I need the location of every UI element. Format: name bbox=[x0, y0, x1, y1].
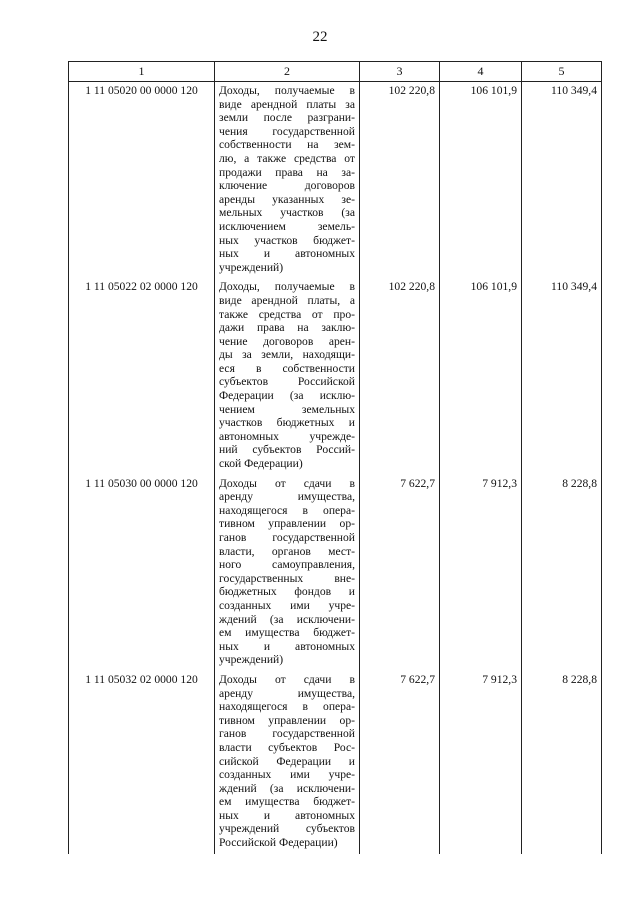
description-line: ных участков бюджет- bbox=[219, 233, 355, 247]
description-line: субъектов Российской bbox=[219, 375, 355, 389]
description-line: ганов государственной bbox=[219, 727, 355, 741]
description-line: аренду имущества, bbox=[219, 490, 355, 504]
header-row bbox=[69, 62, 602, 82]
description-line: Доходы от сдачи в bbox=[219, 672, 355, 686]
amount-cell-col-5: 8 228,8 bbox=[522, 475, 602, 671]
description-line: тивном управлении ор- bbox=[219, 713, 355, 727]
description-line: власти, органов мест- bbox=[219, 544, 355, 558]
description-line: чение договоров арен- bbox=[219, 334, 355, 348]
description-line: исключением земель- bbox=[219, 219, 355, 233]
description-line: тивном управлении ор- bbox=[219, 517, 355, 531]
table-row bbox=[69, 278, 602, 474]
description-cell bbox=[215, 278, 360, 474]
description-line: лю, а также средства от bbox=[219, 151, 355, 165]
description-line: созданных ими учре- bbox=[219, 598, 355, 612]
description-line: Доходы от сдачи в bbox=[219, 476, 355, 490]
description-line: собственности на зем- bbox=[219, 138, 355, 152]
description-line: ды за земли, находящи- bbox=[219, 348, 355, 362]
amount-cell-col-5: 8 228,8 bbox=[522, 671, 602, 854]
description-line: дажи права на заклю- bbox=[219, 321, 355, 335]
description-line: земли после разграни- bbox=[219, 111, 355, 125]
description-line: сийской Федерации и bbox=[219, 754, 355, 768]
description-line: Российской Федерации) bbox=[219, 836, 338, 850]
amount-cell-col-3: 102 220,8 bbox=[360, 82, 440, 279]
description-line: ных и автономных bbox=[219, 247, 355, 261]
description-line: ных и автономных bbox=[219, 808, 355, 822]
amount-cell-col-3: 102 220,8 bbox=[360, 278, 440, 474]
description-line: ганов государственной bbox=[219, 531, 355, 544]
description-line: чения государственной bbox=[219, 124, 355, 138]
description-line: продажи права на за- bbox=[219, 165, 355, 179]
description-line: ждений (за исключени- bbox=[219, 781, 355, 795]
budget-code-cell: 1 11 05030 00 0000 120 bbox=[69, 475, 215, 671]
description-line: созданных ими учре- bbox=[219, 768, 355, 782]
budget-code-cell: 1 11 05032 02 0000 120 bbox=[69, 671, 215, 854]
amount-cell-col-4: 7 912,3 bbox=[440, 475, 522, 671]
description-line: также средства от про- bbox=[219, 307, 355, 321]
description-line: еся в собственности bbox=[219, 361, 355, 375]
budget-code-cell: 1 11 05020 00 0000 120 bbox=[69, 82, 215, 279]
description-line: ем имущества бюджет- bbox=[219, 795, 355, 809]
amount-cell-col-3: 7 622,7 bbox=[360, 475, 440, 671]
description-line: автономных учрежде- bbox=[219, 429, 355, 443]
column-header-3: 3 bbox=[360, 62, 440, 82]
description-line: Доходы, получаемые в bbox=[219, 280, 355, 294]
description-line: находящегося в опера- bbox=[219, 503, 355, 517]
amount-cell-col-4: 7 912,3 bbox=[440, 671, 522, 854]
amount-cell-col-5: 110 349,4 bbox=[522, 278, 602, 474]
description-line: чением земельных bbox=[219, 402, 355, 416]
description-cell bbox=[215, 671, 360, 854]
table-row bbox=[69, 82, 602, 279]
description-line: ных и автономных bbox=[219, 639, 355, 653]
description-line: учреждений) bbox=[219, 653, 284, 667]
description-line: ключение договоров bbox=[219, 179, 355, 193]
description-line: власти субъектов Рос- bbox=[219, 740, 355, 754]
description-line: мельных участков (за bbox=[219, 206, 355, 220]
column-header-2: 2 bbox=[215, 62, 360, 82]
description-line: ем имущества бюджет- bbox=[219, 626, 355, 640]
description-line: аренду имущества, bbox=[219, 686, 355, 700]
description-cell bbox=[215, 82, 360, 279]
table-row bbox=[69, 671, 602, 854]
description-line: учреждений) bbox=[219, 260, 284, 274]
table-row bbox=[69, 475, 602, 671]
column-header-5: 5 bbox=[522, 62, 602, 82]
description-line: Доходы, получаемые в bbox=[219, 84, 355, 97]
description-line: аренды указанных зе- bbox=[219, 192, 355, 206]
budget-code-cell: 1 11 05022 02 0000 120 bbox=[69, 278, 215, 474]
column-header-1: 1 bbox=[69, 62, 215, 82]
amount-cell-col-5: 110 349,4 bbox=[522, 82, 602, 279]
budget-table bbox=[68, 61, 602, 854]
description-line: участков бюджетных и bbox=[219, 416, 355, 430]
description-line: находящегося в опера- bbox=[219, 700, 355, 714]
description-line: ждений (за исключени- bbox=[219, 612, 355, 626]
description-line: бюджетных фондов и bbox=[219, 585, 355, 599]
amount-cell-col-4: 106 101,9 bbox=[440, 278, 522, 474]
description-line: ской Федерации) bbox=[219, 457, 303, 471]
description-line: учреждений субъектов bbox=[219, 822, 355, 836]
amount-cell-col-3: 7 622,7 bbox=[360, 671, 440, 854]
description-line: виде арендной платы за bbox=[219, 97, 355, 111]
amount-cell-col-4: 106 101,9 bbox=[440, 82, 522, 279]
description-cell bbox=[215, 475, 360, 671]
description-line: виде арендной платы, а bbox=[219, 293, 355, 307]
page-number: 22 bbox=[312, 29, 328, 45]
description-line: Федерации (за исклю- bbox=[219, 389, 355, 403]
description-line: государственных вне- bbox=[219, 571, 355, 585]
description-line: ного самоуправления, bbox=[219, 558, 355, 572]
column-header-4: 4 bbox=[440, 62, 522, 82]
description-line: ний субъектов Россий- bbox=[219, 443, 355, 457]
